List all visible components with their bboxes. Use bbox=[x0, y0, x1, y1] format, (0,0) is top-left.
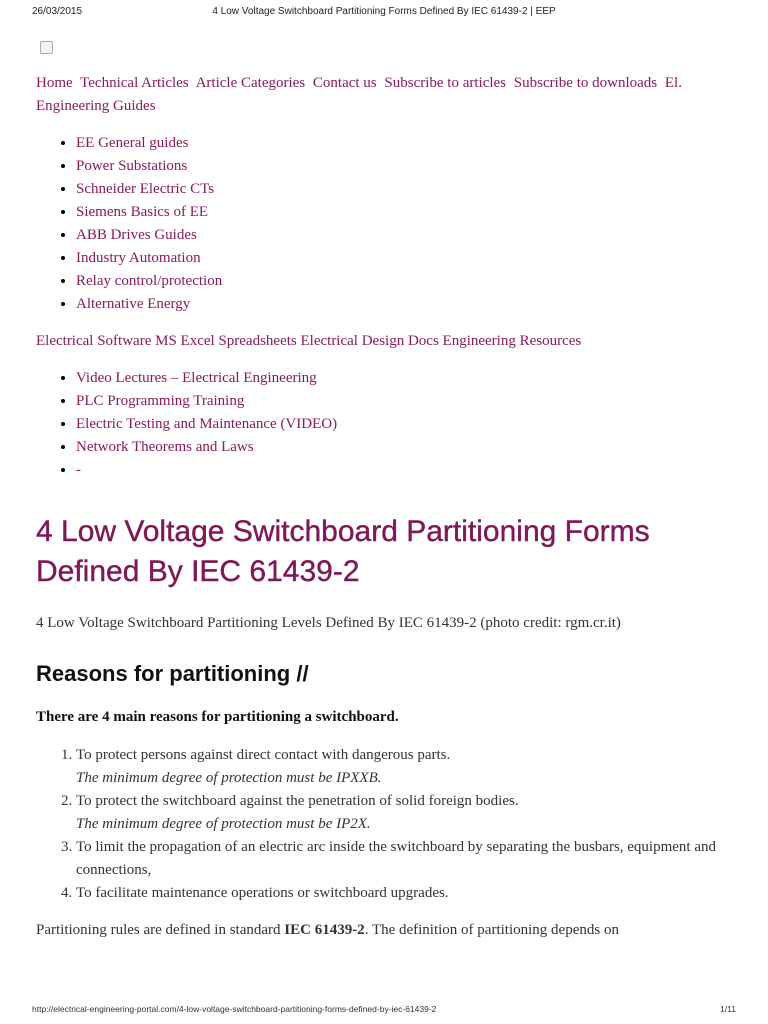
nav-home-link[interactable]: Home bbox=[36, 75, 73, 91]
guide-link-siemens-basics[interactable]: • Siemens Basics of EE bbox=[76, 201, 736, 224]
standard-reference: IEC 61439-2 bbox=[284, 922, 365, 938]
resource-link-network-theorems[interactable]: • Network Theorems and Laws bbox=[76, 436, 736, 459]
nav-electrical-software-link[interactable]: Electrical Software bbox=[36, 333, 152, 349]
resource-link-dash[interactable]: • - bbox=[76, 459, 736, 482]
nav-engineering-guides-link[interactable]: El. Engineering Guides bbox=[36, 75, 682, 114]
body-paragraph bbox=[36, 919, 736, 942]
reason-text: To protect the switchboard against the penetration of solid foreign bodies. bbox=[76, 793, 519, 809]
print-page-title: 4 Low Voltage Switchboard Partitioning Forms Defined By IEC 61439-2 | EEP bbox=[212, 6, 556, 17]
nav-article-categories-link[interactable]: Article Categories bbox=[195, 75, 306, 91]
reason-item bbox=[76, 836, 736, 882]
article-title: 4 Low Voltage Switchboard Partitioning Forms Defined By IEC 61439-2 bbox=[36, 515, 650, 588]
main-nav bbox=[36, 72, 736, 118]
reason-item bbox=[76, 882, 736, 905]
print-footer bbox=[0, 998, 768, 1024]
guide-link-schneider-cts[interactable]: • Schneider Electric CTs bbox=[76, 178, 736, 201]
nav-technical-articles-link[interactable]: Technical Articles bbox=[80, 75, 189, 91]
page-url: http://electrical-engineering-portal.com/4-low-voltage-switchboard-partitioning-forms-defined-by-iec-61439-2 bbox=[32, 1004, 437, 1014]
section-heading: Reasons for partitioning // bbox=[36, 661, 309, 686]
guide-link-ee-general[interactable]: • EE General guides bbox=[76, 132, 736, 155]
guide-link-abb-drives[interactable]: • ABB Drives Guides bbox=[76, 224, 736, 247]
guides-list bbox=[36, 132, 736, 316]
print-header bbox=[0, 0, 768, 30]
resource-link-testing-maintenance[interactable]: • Electric Testing and Maintenance (VIDEO) bbox=[76, 413, 736, 436]
lead-paragraph: There are 4 main reasons for partitioning a switchboard. bbox=[36, 709, 399, 725]
para-text-start: Partitioning rules are defined in standard bbox=[36, 922, 285, 938]
reason-item bbox=[76, 790, 736, 836]
reason-text: To facilitate maintenance operations or switchboard upgrades. bbox=[76, 885, 449, 901]
nav-subscribe-downloads-link[interactable]: Subscribe to downloads bbox=[513, 75, 658, 91]
guide-link-power-substations[interactable]: • Power Substations bbox=[76, 155, 736, 178]
nav-subscribe-articles-link[interactable]: Subscribe to articles bbox=[384, 75, 507, 91]
nav-engineering-resources-link[interactable]: Engineering Resources bbox=[442, 333, 582, 349]
nav-contact-link[interactable]: Contact us bbox=[312, 75, 377, 91]
print-date: 26/03/2015 bbox=[32, 6, 83, 17]
guide-link-relay-control[interactable]: • Relay control/protection bbox=[76, 270, 736, 293]
menu-toggle-checkbox[interactable] bbox=[40, 41, 53, 54]
reason-note: The minimum degree of protection must be IPXXB. bbox=[76, 770, 382, 786]
nav-design-docs-link[interactable]: Electrical Design Docs bbox=[300, 333, 439, 349]
reason-text: To protect persons against direct contact with dangerous parts. bbox=[76, 747, 451, 763]
resources-list bbox=[36, 367, 736, 482]
resource-link-video-lectures[interactable]: • Video Lectures – Electrical Engineering bbox=[76, 367, 736, 390]
page-number: 1/11 bbox=[720, 1004, 736, 1014]
reason-note: The minimum degree of protection must be IP2X. bbox=[76, 816, 371, 832]
secondary-nav bbox=[36, 330, 736, 353]
para-text-end: . The definition of partitioning depends on bbox=[364, 922, 619, 938]
guide-link-alternative-energy[interactable]: • Alternative Energy bbox=[76, 293, 736, 316]
image-caption: 4 Low Voltage Switchboard Partitioning Levels Defined By IEC 61439-2 (photo credit: rgm.cr.it) bbox=[36, 615, 621, 631]
page-content bbox=[36, 72, 736, 942]
guide-link-industry-automation[interactable]: • Industry Automation bbox=[76, 247, 736, 270]
nav-excel-spreadsheets-link[interactable]: MS Excel Spreadsheets bbox=[155, 333, 297, 349]
reasons-list bbox=[36, 744, 736, 905]
resource-link-plc-training[interactable]: • PLC Programming Training bbox=[76, 390, 736, 413]
reason-text: To limit the propagation of an electric arc inside the switchboard by separating the busbars, equipment and connections, bbox=[76, 839, 717, 878]
reason-item bbox=[76, 744, 736, 790]
